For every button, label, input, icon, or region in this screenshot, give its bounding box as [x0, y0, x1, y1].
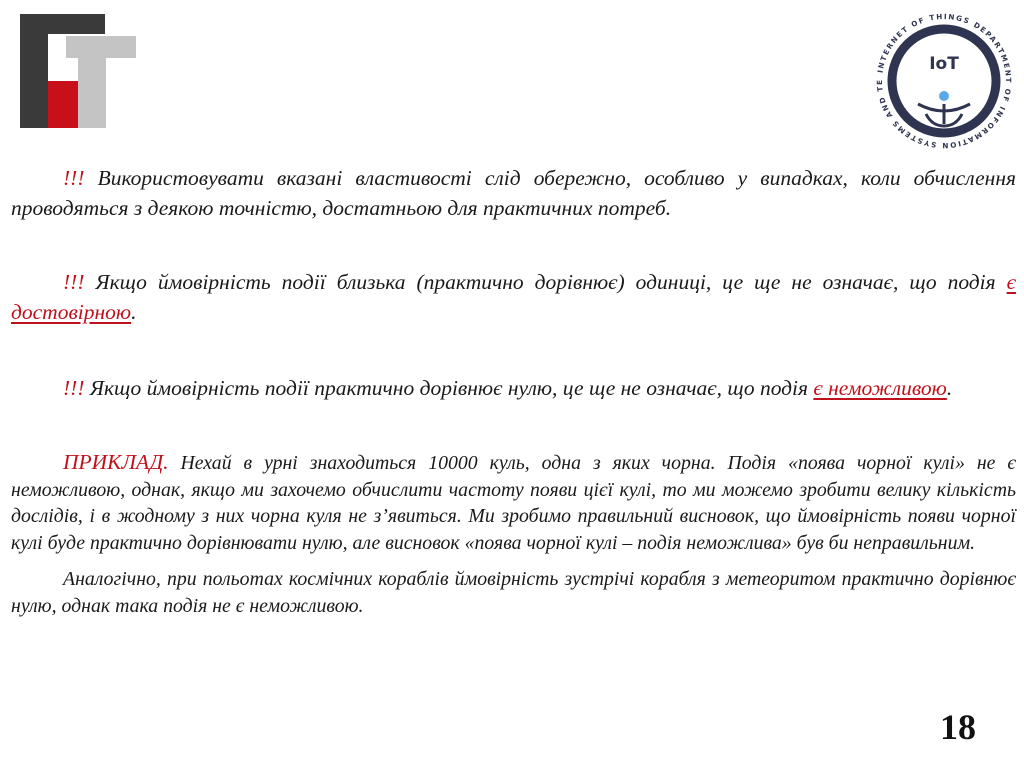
page-number: 18	[940, 707, 976, 747]
paragraph-near-zero	[11, 373, 1016, 403]
seal-ring-text: INTERNET OF THINGS DEPARTMENT OF INFORMATION SYSTEMS AND TE	[874, 11, 1014, 151]
paragraph-analogy	[11, 566, 1016, 619]
exclamation-mark: !!!	[63, 270, 85, 294]
iot-seal	[868, 6, 1020, 156]
paragraph-text: Якщо ймовірність події близька (практично дорівнює) одиниці, це ще не означає, що подія	[84, 270, 1007, 294]
paragraph-text: Використовувати вказані властивості слід обережно, особливо у випадках, коли обчислення проводяться з деякою точністю, достатньою для практичних потреб.	[11, 166, 1016, 220]
paragraph-text: Якщо ймовірність події практично дорівнює нулю, це ще не означає, що подія	[84, 376, 814, 400]
exclamation-mark: !!!	[63, 166, 85, 190]
example-label: ПРИКЛАД.	[63, 450, 169, 474]
paragraph-caution	[11, 163, 1016, 223]
paragraph-text: Нехай в урні знаходиться 10000 куль, одна з яких чорна. Подія «поява чорної кулі» не є неможливою, однак, якщо ми захочемо обчислити частоту появи цієї кулі, то ми можемо зробити велику кількість дослідів, і в жодному з них чорна куля не з’явиться. Ми зробимо правильний висновок, що ймовірність появи чорної кулі буде практично дорівнювати нулю, але висновок «поява чорної кулі – подія неможлива» був би неправильним.	[11, 452, 1016, 554]
ft-logo-icon	[20, 14, 136, 128]
emphasis-certain: є достовірною	[11, 270, 1016, 324]
slide-body	[11, 163, 1016, 620]
paragraph-text: Аналогічно, при польотах космічних кораблів ймовірність зустрічі корабля з метеоритом практично дорівнює нулю, однак така подія не є неможливою.	[11, 568, 1016, 617]
emphasis-impossible: є неможливою	[813, 376, 947, 400]
ft-logo	[20, 14, 136, 128]
paragraph-tail: .	[946, 376, 953, 400]
paragraph-near-one	[11, 267, 1016, 327]
exclamation-mark: !!!	[63, 376, 85, 400]
paragraph-tail: .	[131, 300, 137, 324]
seal-title: IoT	[929, 54, 959, 74]
paragraph-example	[11, 449, 1016, 556]
iot-seal-icon	[868, 6, 1020, 156]
